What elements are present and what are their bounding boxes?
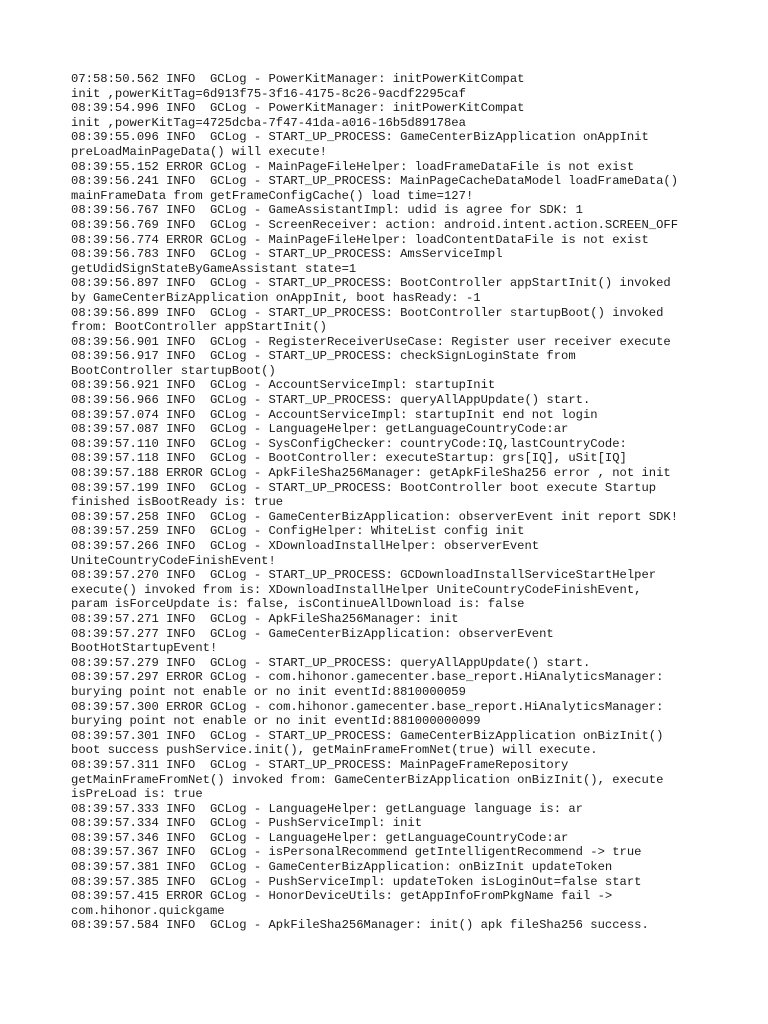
log-line: 08:39:54.996 INFO GCLog - PowerKitManager: initPowerKitCompat — [71, 101, 525, 116]
log-line: boot success pushService.init(), getMainFrameFromNet(true) will execute. — [71, 743, 598, 758]
log-line: mainFrameData from getFrameConfigCache() load time=127! — [71, 188, 474, 203]
log-line: com.hihonor.quickgame — [71, 903, 225, 918]
log-line: 08:39:57.270 INFO GCLog - START_UP_PROCESS: GCDownloadInstallServiceStartHelper — [71, 568, 657, 583]
log-line: param isForceUpdate is: false, isContinueAllDownload is: false — [71, 597, 525, 612]
log-line: 08:39:56.241 INFO GCLog - START_UP_PROCESS: MainPageCacheDataModel loadFrameData() — [71, 174, 679, 189]
log-line: isPreLoad is: true — [71, 787, 203, 802]
log-line: 08:39:57.367 INFO GCLog - isPersonalRecommend getIntelligentRecommend -> true — [71, 845, 642, 860]
log-line: BootController startupBoot() — [71, 363, 276, 378]
log-line: 08:39:56.901 INFO GCLog - RegisterReceiverUseCase: Register user receiver execute — [71, 334, 671, 349]
log-line: 08:39:57.381 INFO GCLog - GameCenterBizApplication: onBizInit updateToken — [71, 860, 613, 875]
log-line: 08:39:57.199 INFO GCLog - START_UP_PROCESS: BootController boot execute Startup — [71, 480, 657, 495]
log-line: 08:39:57.258 INFO GCLog - GameCenterBizApplication: observerEvent init report SDK! — [71, 509, 679, 524]
log-line: by GameCenterBizApplication onAppInit, boot hasReady: -1 — [71, 290, 481, 305]
log-line: preLoadMainPageData() will execute! — [71, 144, 327, 159]
log-line: 08:39:57.297 ERROR GCLog - com.hihonor.gamecenter.base_report.HiAnalyticsManager: — [71, 670, 664, 685]
log-line: burying point not enable or no init eventId:8810000059 — [71, 684, 466, 699]
log-line: 08:39:56.783 INFO GCLog - START_UP_PROCESS: AmsServiceImpl — [71, 247, 503, 262]
log-line: 08:39:56.897 INFO GCLog - START_UP_PROCESS: BootController appStartInit() invoked — [71, 276, 671, 291]
log-line: 08:39:57.277 INFO GCLog - GameCenterBizApplication: observerEvent — [71, 626, 554, 641]
log-line: 08:39:56.769 INFO GCLog - ScreenReceiver: action: android.intent.action.SCREEN_OFF — [71, 217, 679, 232]
log-line: getUdidSignStateByGameAssistant state=1 — [71, 261, 357, 276]
log-line: BootHotStartupEvent! — [71, 641, 218, 656]
log-document — [71, 72, 751, 933]
log-line: 08:39:57.266 INFO GCLog - XDownloadInstallHelper: observerEvent — [71, 539, 540, 553]
log-line: execute() invoked from is: XDownloadInstallHelper UniteCountryCodeFinishEvent, — [71, 582, 642, 597]
log-line: 08:39:57.334 INFO GCLog - PushServiceImpl: init — [71, 816, 423, 831]
log-line: from: BootController appStartInit() — [71, 320, 327, 335]
log-line: 08:39:55.096 INFO GCLog - START_UP_PROCESS: GameCenterBizApplication onAppInit — [71, 130, 649, 145]
log-line: 07:58:50.562 INFO GCLog - PowerKitManager: initPowerKitCompat — [71, 72, 525, 86]
log-line: finished isBootReady is: true — [71, 495, 284, 510]
log-line: burying point not enable or no init eventId:881000000099 — [71, 714, 481, 729]
log-line: getMainFrameFromNet() invoked from: GameCenterBizApplication onBizInit(), execute — [71, 772, 664, 787]
log-line: 08:39:57.279 INFO GCLog - START_UP_PROCESS: queryAllAppUpdate() start. — [71, 655, 591, 670]
log-line: 08:39:57.087 INFO GCLog - LanguageHelper: getLanguageCountryCode:ar — [71, 422, 569, 437]
log-line: 08:39:56.966 INFO GCLog - START_UP_PROCESS: queryAllAppUpdate() start. — [71, 393, 591, 408]
log-line: 08:39:57.301 INFO GCLog - START_UP_PROCESS: GameCenterBizApplication onBizInit() — [71, 728, 664, 743]
log-line: 08:39:57.118 INFO GCLog - BootController: executeStartup: grs[IQ], uSit[IQ] — [71, 451, 627, 466]
log-line: 08:39:56.917 INFO GCLog - START_UP_PROCESS: checkSignLoginState from — [71, 349, 576, 364]
log-line: 08:39:57.333 INFO GCLog - LanguageHelper: getLanguage language is: ar — [71, 801, 583, 816]
log-line: 08:39:57.300 ERROR GCLog - com.hihonor.gamecenter.base_report.HiAnalyticsManager: — [71, 699, 664, 714]
log-line: 08:39:56.899 INFO GCLog - START_UP_PROCESS: BootController startupBoot() invoked — [71, 305, 664, 320]
log-line: 08:39:57.584 INFO GCLog - ApkFileSha256Manager: init() apk fileSha256 success. — [71, 918, 649, 933]
log-line: 08:39:57.074 INFO GCLog - AccountServiceImpl: startupInit end not login — [71, 407, 598, 422]
log-line: 08:39:57.385 INFO GCLog - PushServiceImpl: updateToken isLoginOut=false start — [71, 874, 642, 889]
log-line: 08:39:57.110 INFO GCLog - SysConfigChecker: countryCode:IQ,lastCountryCode: — [71, 436, 627, 451]
log-line: 08:39:57.271 INFO GCLog - ApkFileSha256Manager: init — [71, 611, 459, 626]
log-line: 08:39:57.311 INFO GCLog - START_UP_PROCESS: MainPageFrameRepository — [71, 757, 569, 772]
log-line: UniteCountryCodeFinishEvent! — [71, 553, 276, 568]
log-line: 08:39:56.767 INFO GCLog - GameAssistantImpl: udid is agree for SDK: 1 — [71, 203, 583, 218]
log-line: init ,powerKitTag=6d913f75-3f16-4175-8c26-9acdf2295caf — [71, 86, 466, 101]
log-line: 08:39:57.188 ERROR GCLog - ApkFileSha256Manager: getApkFileSha256 error , not init — [71, 466, 671, 481]
log-line: 08:39:56.774 ERROR GCLog - MainPageFileHelper: loadContentDataFile is not exist — [71, 232, 649, 247]
log-line: 08:39:57.415 ERROR GCLog - HonorDeviceUtils: getAppInfoFromPkgName fail -> — [71, 889, 613, 904]
log-line: 08:39:56.921 INFO GCLog - AccountServiceImpl: startupInit — [71, 378, 496, 393]
log-line: 08:39:57.259 INFO GCLog - ConfigHelper: WhiteList config init — [71, 524, 525, 539]
log-line: 08:39:55.152 ERROR GCLog - MainPageFileHelper: loadFrameDataFile is not exist — [71, 159, 635, 174]
log-line: init ,powerKitTag=4725dcba-7f47-41da-a016-16b5d89178ea — [71, 115, 466, 130]
log-line: 08:39:57.346 INFO GCLog - LanguageHelper: getLanguageCountryCode:ar — [71, 830, 569, 845]
